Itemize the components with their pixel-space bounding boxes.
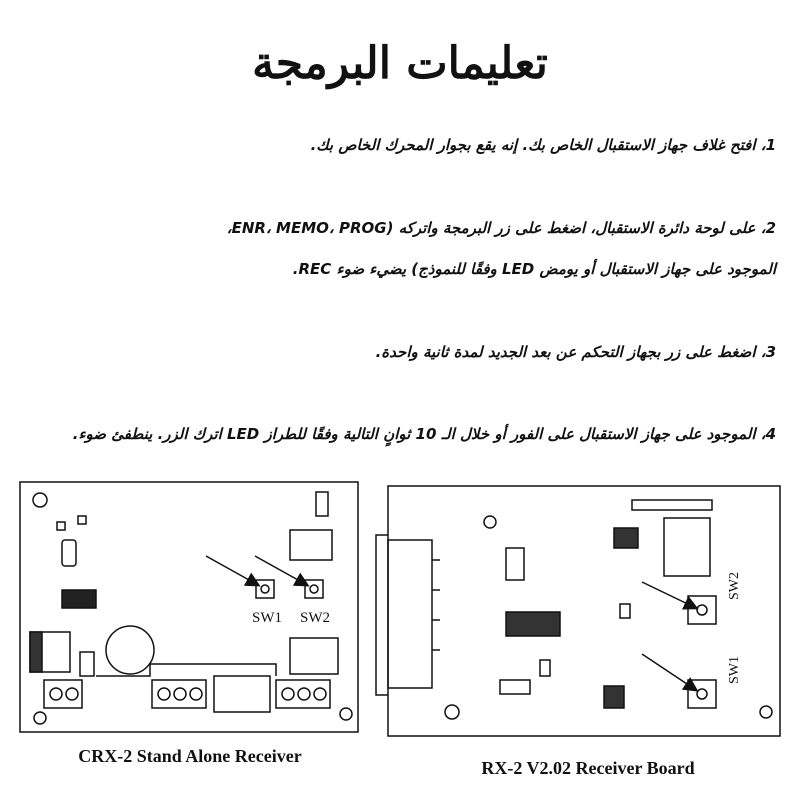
step-4: 4، الموجود على جهاز الاستقبال على الفور أو خلال الـ 10 ثوانٍ التالية وفقًا للطراز LED اترك الزر. ينطفئ ضوء.	[72, 425, 776, 443]
sw2-button	[305, 580, 323, 598]
crx-2-board	[20, 482, 358, 732]
page-title: تعليمات البرمجة	[252, 38, 548, 89]
sw1-label-right: SW1	[727, 656, 742, 684]
step-2-line-1: 2، على لوحة دائرة الاستقبال، اضغط على زر البرمجة واتركه (ENR، MEMO، PROG،	[226, 219, 776, 237]
step-3: 3، اضغط على زر بجهاز التحكم عن بعد الجديد لمدة ثانية واحدة.	[375, 343, 776, 361]
sw1-button-right	[688, 680, 716, 708]
sw2-label-right: SW2	[727, 572, 742, 600]
rx-2-board	[376, 486, 780, 736]
sw1-button	[256, 580, 274, 598]
right-board-caption: RX-2 V2.02 Receiver Board	[481, 758, 695, 778]
step-1: 1، افتح غلاف جهاز الاستقبال الخاص بك. إنه يقع بجوار المحرك الخاص بك.	[310, 136, 776, 154]
receiver-boards-figure	[0, 470, 800, 800]
sw2-button-right	[688, 596, 716, 624]
left-board-caption: CRX-2 Stand Alone Receiver	[78, 746, 302, 766]
sw1-label-left: SW1	[252, 610, 282, 626]
sw2-label-left: SW2	[300, 610, 330, 626]
step-2-line-2: الموجود على جهاز الاستقبال أو يومض LED وفقًا للنموذج) يضيء ضوء REC.	[292, 260, 776, 278]
